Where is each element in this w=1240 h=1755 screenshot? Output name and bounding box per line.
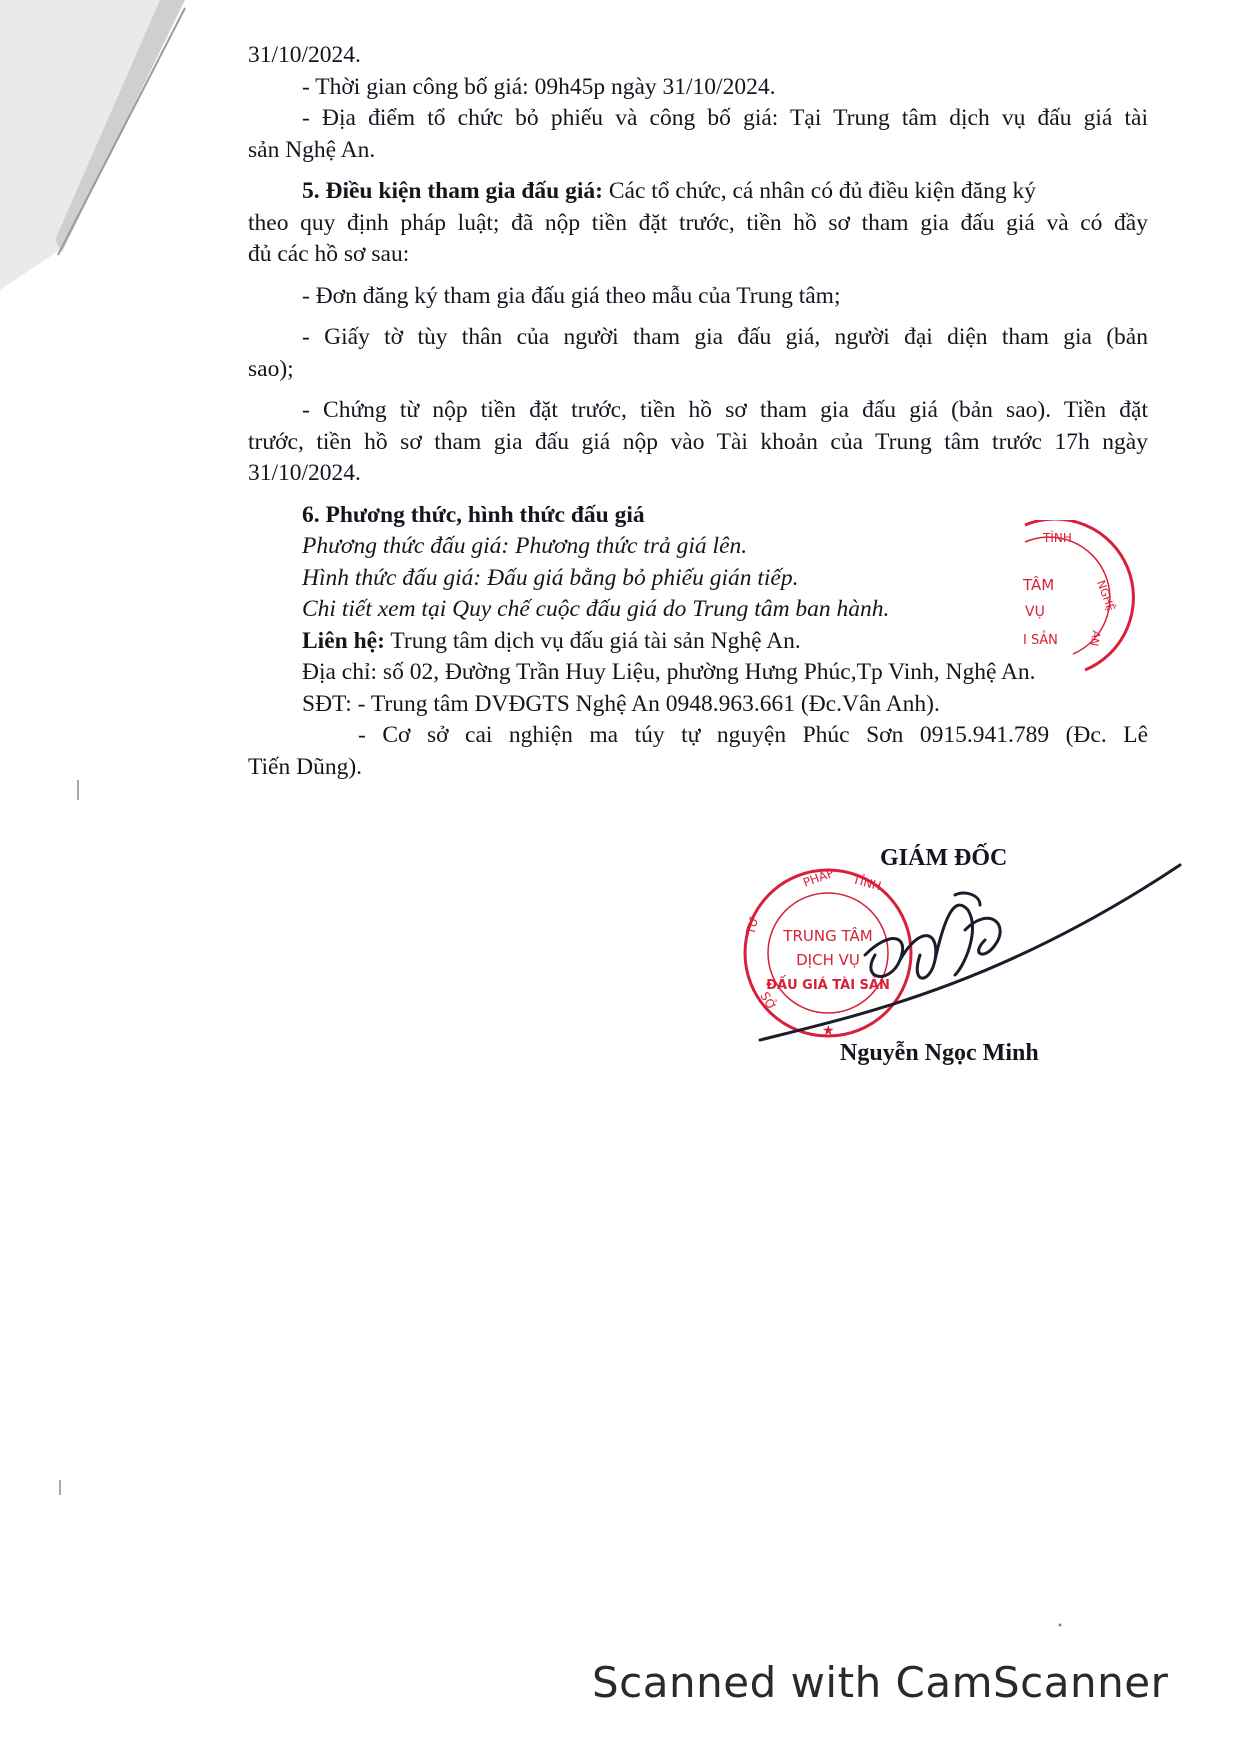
partial-stamp [1005,520,1135,680]
text-line: - Chứng từ nộp tiền đặt trước, tiền hồ sơ tham gia đấu giá (bản sao). Tiền đặt [302,397,1148,423]
section-5-line [248,176,1148,208]
stamp-text: TÂM [1023,576,1055,594]
text-span: Các tổ chức, cá nhân có đủ điều kiện đăng ký [602,178,1036,204]
stamp-text: DỊCH VỤ [796,951,860,969]
stamp-star: ★ [822,1023,835,1039]
section-6-heading: 6. Phương thức, hình thức đấu giá [302,501,645,528]
text-line: theo quy định pháp luật; đã nộp tiền đặt trước, tiền hồ sơ tham gia đấu giá và có đầy [248,209,1148,236]
signature-block [740,835,1220,1095]
phone-line: - Cơ sở cai nghiện ma túy tự nguyện Phúc Sơn 0915.941.789 (Đc. Lê [358,722,1148,748]
text-line: Tiến Dũng). [248,753,363,780]
stamp-text: ĐẤU GIÁ TÀI SẢN [766,978,890,993]
italic-text: Phương thức đấu giá: Phương thức trả giá lên. [302,533,748,559]
text-line: 31/10/2024. [248,42,361,68]
stamp-text: VỤ [1025,604,1045,620]
stamp-text: NGHỆ [1094,578,1118,614]
section-heading: 5. Điều kiện tham gia đấu giá: [302,178,603,204]
stamp-text: SỞ [757,989,779,1013]
text-line: sản Nghệ An. [248,136,376,163]
address-line: Địa chỉ: số 02, Đường Trần Huy Liệu, phường Hưng Phúc,Tp Vinh, Nghệ An. [302,659,1036,685]
text-line: - Địa điểm tổ chức bỏ phiếu và công bố giá: Tại Trung tâm dịch vụ đấu giá tài [302,105,1148,131]
text-line: sao); [248,355,294,382]
text-line: đủ các hồ sơ sau: [248,241,410,267]
contact-label: Liên hệ: [302,627,385,654]
stamp-text: TƯ [743,915,762,936]
stamp-text: TRUNG TÂM [783,927,873,945]
stamp-text: AN [1087,629,1103,648]
italic-text: Chi tiết xem tại Quy chế cuộc đấu giá do Trung tâm ban hành. [302,596,890,622]
text-line: - Đơn đăng ký tham gia đấu giá theo mẫu của Trung tâm; [302,282,841,309]
stamp-text: TÌNH [1043,531,1072,545]
italic-text: Hình thức đấu giá: Đấu giá bằng bỏ phiếu gián tiếp. [302,564,799,591]
stamp-text: I SẢN [1023,633,1058,648]
text-line: - Giấy tờ tùy thân của người tham gia đấu giá, người đại diện tham gia (bản [302,324,1148,350]
text-line: 31/10/2024. [248,460,361,486]
text-line: trước, tiền hồ sơ tham gia đấu giá nộp vào Tài khoản của Trung tâm trước 17h ngày [248,428,1148,455]
text-line: - Thời gian công bố giá: 09h45p ngày 31/10/2024. [302,73,776,100]
phone-line: SĐT: - Trung tâm DVĐGTS Nghệ An 0948.963.661 (Đc.Vân Anh). [302,690,940,717]
stamp-text: PHÁP [801,865,836,890]
signature-title: GIÁM ĐỐC [880,845,1008,871]
stamp-text: TỈNH [851,872,883,894]
camscanner-watermark: Scanned with CamScanner [592,1658,1169,1707]
signer-name: Nguyễn Ngọc Minh [840,1040,1039,1066]
text-span: Trung tâm dịch vụ đấu giá tài sản Nghệ An. [384,627,801,654]
